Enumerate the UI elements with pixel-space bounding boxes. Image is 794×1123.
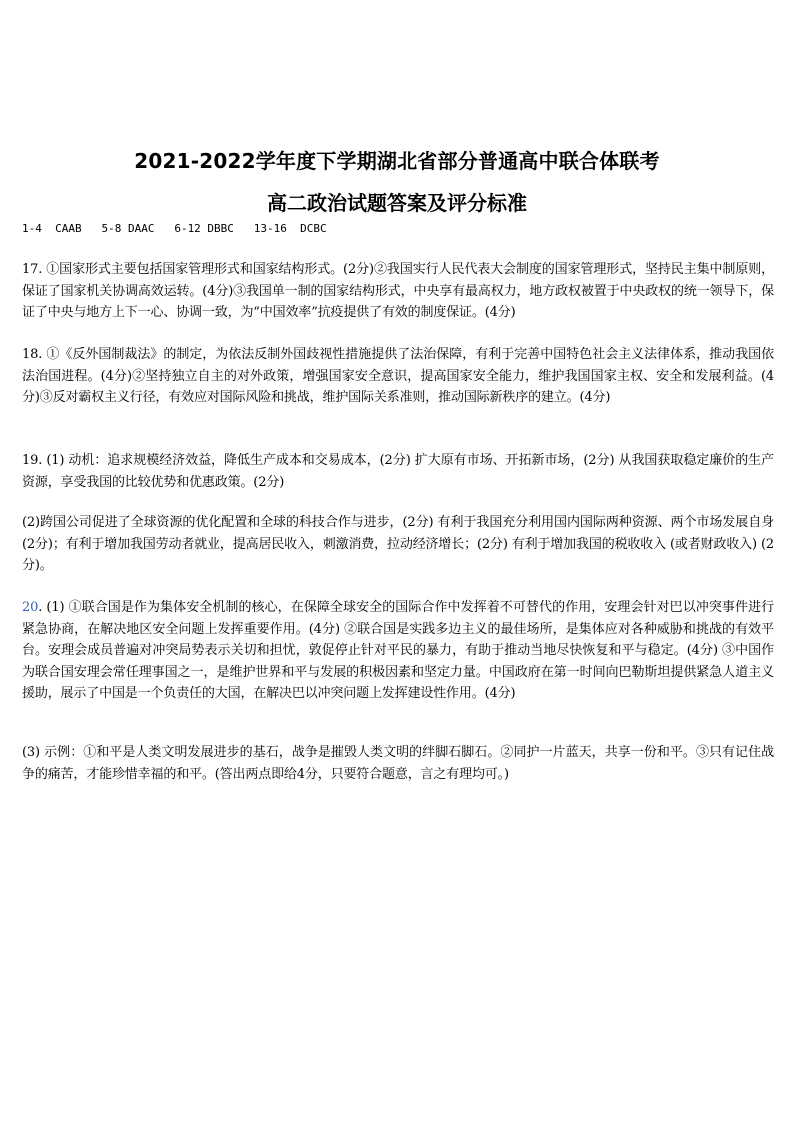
document-subtitle: 高二政治试题答案及评分标准 (267, 191, 527, 215)
answer-question-17: 17. ①国家形式主要包括国家管理形式和国家结构形式。(2分)②我国实行人民代表大会制度的国家管理形式，坚持民主集中制原则，保证了国家机关协调高效运转。(4分)③我国单一制的国家结构形式，中央享有最高权力，地方政权被置于中央政权的统一领导下，保证了中央与地方上下一心、协调一致，为“中国效率”抗疫提供了有效的制度保证。(4分) (22, 262, 774, 320)
document-title: 2021-2022学年度下学期湖北省部分普通高中联合体联考 (134, 149, 660, 173)
answer-question-20-part-1 (22, 597, 774, 705)
question-20-number: 20 (22, 600, 39, 615)
multiple-choice-answer-key: 1-4 CAAB 5-8 DAAC 6-12 DBBC 13-16 DCBC (22, 222, 327, 235)
answer-question-20-part-3: (3) 示例：①和平是人类文明发展进步的基石，战争是摧毁人类文明的绊脚石脚石。②同护一片蓝天，共享一份和平。③只有记住战争的痛苦，才能珍惜幸福的和平。(答出两点即给4分，只要符合题意，言之有理均可。) (22, 745, 774, 782)
answer-question-19-part-1: 19. (1) 动机：追求规模经济效益，降低生产成本和交易成本，(2分) 扩大原有市场、开拓新市场，(2分) 从我国获取稳定廉价的生产资源，享受我国的比较优势和优惠政策。(2分) (22, 453, 774, 490)
answer-question-18: 18. ①《反外国制裁法》的制定，为依法反制外国歧视性措施提供了法治保障，有利于完善中国特色社会主义法律体系，推动我国依法治国进程。(4分)②坚持独立自主的对外政策，增强国家安全意识，提高国家安全能力，维护我国国家主权、安全和发展利益。(4分)③反对霸权主义行径，有效应对国际风险和挑战，维护国际关系准则，推动国际新秩序的建立。(4分) (22, 347, 774, 405)
question-20-part-1-text: . (1) ①联合国是作为集体安全机制的核心，在保障全球安全的国际合作中发挥着不可替代的作用，安理会针对巴以冲突事件进行紧急协商，在解决地区安全问题上发挥重要作用。(4分) ②联合国是实践多边主义的最佳场所，是集体应对各种威胁和挑战的有效平台。安理会成员普遍对冲突局势表示关切和担忧，敦促停止针对平民的暴力，有助于推动当地尽快恢复和平与稳定。(4分) ③中国作为联合国安理会常任理事国之一，是维护世界和平与发展的积极因素和坚定力量。中国政府在第一时间向巴勒斯坦提供紧急人道主义援助，展示了中国是一个负责任的大国，在解决巴以冲突问题上发挥建设性作用。(4分) (22, 600, 774, 701)
answer-question-19-part-2: (2)跨国公司促进了全球资源的优化配置和全球的科技合作与进步，(2分) 有利于我国充分利用国内国际两种资源、两个市场发展自身 (2分)；有利于增加我国劳动者就业，提高居民收入，刺激消费，拉动经济增长；(2分) 有利于增加我国的税收收入 (或者财政收入) (2分)。 (22, 515, 774, 573)
